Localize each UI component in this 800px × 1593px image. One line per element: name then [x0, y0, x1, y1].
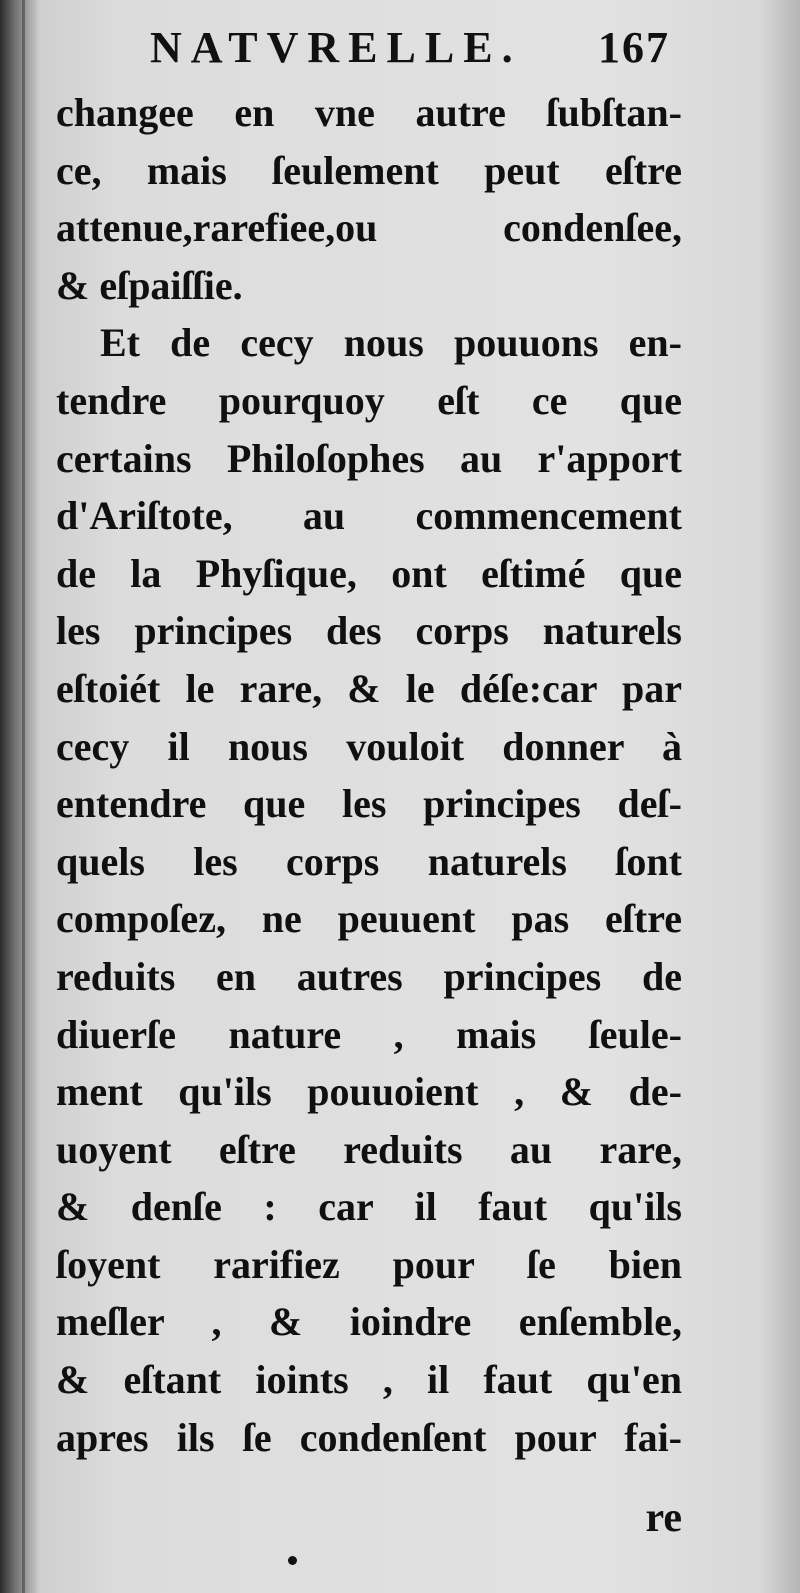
ink-dot	[288, 1556, 297, 1565]
text-line: tendre pourquoy eſt ce que	[56, 377, 682, 423]
text-line: cecy il nous vouloit donner à	[56, 723, 682, 769]
text-line: changee en vne autre ſubſtan-	[56, 90, 682, 135]
running-title: NATVRELLE.	[150, 23, 522, 72]
page-gutter-shadow	[22, 0, 25, 1593]
text-line: entendre que les principes deſ-	[56, 781, 682, 827]
text-line: & eſtant ioints , il faut qu'en	[56, 1357, 682, 1403]
text-line: de la Phyſique, ont eſtimé que	[56, 550, 682, 596]
body-text	[56, 84, 682, 1466]
text-line: quels les corps naturels ſont	[56, 838, 682, 884]
text-line: attenue,rarefiee,ou condenſee,	[56, 205, 682, 251]
text-line: compoſez, ne peuuent pas eſtre	[56, 896, 682, 942]
page-header	[150, 18, 670, 78]
text-line: meſler , & ioindre enſemble,	[56, 1299, 682, 1345]
text-line: apres ils ſe condenſent pour fai-	[56, 1414, 682, 1460]
text-line: certains Philoſophes au r'apport	[56, 435, 682, 481]
text-line: & denſe : car il faut qu'ils	[56, 1184, 682, 1230]
catchword: re	[645, 1495, 682, 1541]
text-line: ſoyent rarifiez pour ſe bien	[56, 1241, 682, 1287]
text-line: eſtoiét le rare, & le déſe:car par	[56, 665, 682, 711]
page-number: 167	[598, 23, 670, 72]
text-line: diuerſe nature , mais ſeule-	[56, 1011, 682, 1057]
text-line: Et de cecy nous pouuons en-	[100, 320, 682, 366]
text-line: uoyent eſtre reduits au rare,	[56, 1126, 682, 1172]
text-line: ce, mais ſeulement peut eſtre	[56, 147, 682, 193]
text-line: les principes des corps naturels	[56, 608, 682, 654]
text-line: & eſpaiſſie.	[56, 262, 243, 308]
text-line: reduits en autres principes de	[56, 953, 682, 999]
text-line: ment qu'ils pouuoient , & de-	[56, 1069, 682, 1115]
text-line: d'Ariſtote, au commencement	[56, 493, 682, 539]
